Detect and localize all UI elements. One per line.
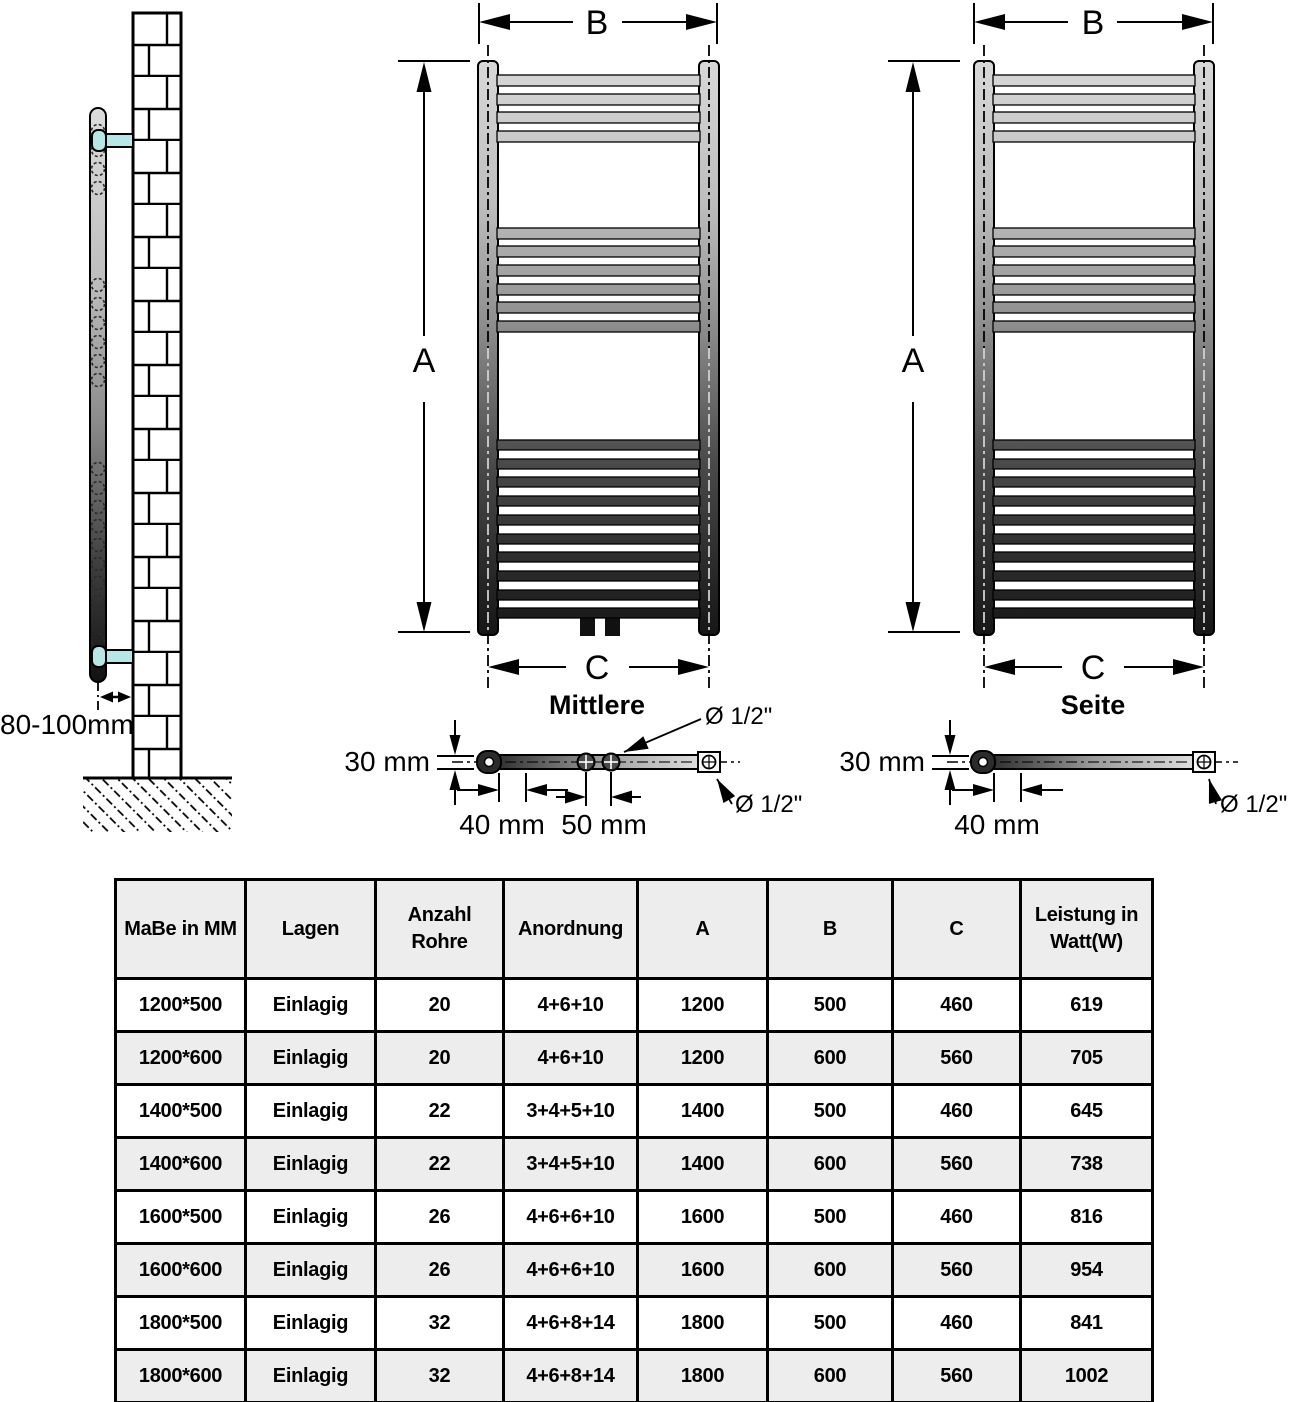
thread-leader-top [624, 719, 701, 752]
cell-mass: 1600*500 [116, 1191, 246, 1244]
cell-rohre: 32 [376, 1297, 504, 1350]
side-view-title: Seite [1060, 690, 1126, 720]
cell-b: 500 [768, 1297, 893, 1350]
cell-b: 600 [768, 1244, 893, 1297]
header-anzahl-rohre: Anzahl Rohre [376, 880, 504, 979]
ground-hatch [83, 778, 232, 832]
cell-anordnung: 4+6+8+14 [504, 1297, 638, 1350]
cell-anordnung: 4+6+6+10 [504, 1191, 638, 1244]
header-lagen: Lagen [246, 880, 376, 979]
cell-mass: 1200*500 [116, 979, 246, 1032]
offset-40-label-side: 40 mm [954, 809, 1040, 840]
dimension-40mm-side [952, 773, 1063, 802]
cell-b: 500 [768, 979, 893, 1032]
middle-connection-foot [605, 618, 620, 636]
wall-mount-diagram [0, 0, 260, 860]
table-row [116, 1138, 1153, 1191]
header-c: C [893, 880, 1021, 979]
cell-anordnung: 4+6+10 [504, 1032, 638, 1085]
cell-watt: 738 [1021, 1138, 1153, 1191]
radiator-side-profile [90, 108, 106, 682]
cell-a: 1200 [638, 1032, 768, 1085]
tube-group [993, 75, 1195, 618]
cell-b: 500 [768, 1191, 893, 1244]
header-anordnung: Anordnung [504, 880, 638, 979]
cell-rohre: 32 [376, 1350, 504, 1402]
cell-watt: 645 [1021, 1085, 1153, 1138]
table-header-row [116, 880, 1153, 979]
cell-rohre: 20 [376, 1032, 504, 1085]
bottom-view-middle [344, 703, 802, 840]
cell-mass: 1800*600 [116, 1350, 246, 1402]
header-leistung: Leistung in Watt(W) [1021, 880, 1153, 979]
upper-wall-bracket [92, 130, 133, 151]
tube-group [497, 75, 700, 618]
dim-b-label-side: B [1081, 4, 1105, 42]
dim-a-label-side: A [901, 342, 925, 380]
cell-watt: 816 [1021, 1191, 1153, 1244]
cell-b: 600 [768, 1032, 893, 1085]
cell-a: 1800 [638, 1297, 768, 1350]
header-mass: MaBe in MM [116, 880, 246, 979]
cell-c: 560 [893, 1350, 1021, 1402]
cell-lagen: Einlagig [246, 979, 376, 1032]
spacing-50-label: 50 mm [561, 809, 647, 840]
table-row [116, 1244, 1153, 1297]
lower-wall-bracket [92, 646, 133, 667]
right-fitting [698, 752, 720, 772]
table-row [116, 1085, 1153, 1138]
cell-watt: 1002 [1021, 1350, 1153, 1402]
offset-40-label-middle: 40 mm [459, 809, 545, 840]
cell-b: 500 [768, 1085, 893, 1138]
cell-watt: 705 [1021, 1032, 1153, 1085]
table-row [116, 1350, 1153, 1402]
header-b: B [768, 880, 893, 979]
middle-connection-foot [580, 618, 595, 636]
cell-b: 600 [768, 1350, 893, 1402]
cell-a: 1600 [638, 1191, 768, 1244]
cell-watt: 841 [1021, 1297, 1153, 1350]
cell-a: 1600 [638, 1244, 768, 1297]
thread-leader-bottom [717, 779, 732, 804]
cell-c: 460 [893, 1297, 1021, 1350]
middle-view-title: Mittlere [548, 690, 646, 720]
cell-anordnung: 4+6+10 [504, 979, 638, 1032]
cell-b: 600 [768, 1138, 893, 1191]
table-row [116, 979, 1153, 1032]
cell-anordnung: 4+6+6+10 [504, 1244, 638, 1297]
table-row [116, 1191, 1153, 1244]
dim-c-label-middle: C [584, 649, 610, 687]
radiator-side-connection-diagram [839, 0, 1291, 860]
tube-height-label-side: 30 mm [839, 746, 925, 777]
cell-mass: 1400*500 [116, 1085, 246, 1138]
cell-lagen: Einlagig [246, 1244, 376, 1297]
thread-leader-side [1209, 779, 1216, 804]
cell-watt: 954 [1021, 1244, 1153, 1297]
dim-a-label-middle: A [412, 342, 436, 380]
cell-rohre: 22 [376, 1138, 504, 1191]
thread-label-side: Ø 1/2" [1220, 791, 1288, 818]
right-fitting [1193, 752, 1215, 772]
cell-lagen: Einlagig [246, 1350, 376, 1402]
cell-rohre: 26 [376, 1244, 504, 1297]
cell-a: 1800 [638, 1350, 768, 1402]
cell-lagen: Einlagig [246, 1297, 376, 1350]
dim-b-label-middle: B [585, 4, 609, 42]
cell-watt: 619 [1021, 979, 1153, 1032]
cell-a: 1200 [638, 979, 768, 1032]
cell-c: 560 [893, 1138, 1021, 1191]
thread-label-bottom-middle: Ø 1/2" [735, 791, 803, 818]
wall-distance-label: 80-100mm [0, 709, 134, 740]
dim-c-label-side: C [1080, 649, 1106, 687]
cell-a: 1400 [638, 1085, 768, 1138]
brick-wall [133, 13, 181, 778]
cell-lagen: Einlagig [246, 1032, 376, 1085]
cell-rohre: 22 [376, 1085, 504, 1138]
wall-distance-dimension [0, 682, 134, 740]
table-row [116, 1032, 1153, 1085]
cell-mass: 1800*500 [116, 1297, 246, 1350]
cell-c: 460 [893, 1191, 1021, 1244]
cell-rohre: 20 [376, 979, 504, 1032]
dimension-40mm-middle [457, 773, 568, 802]
cell-mass: 1600*600 [116, 1244, 246, 1297]
cell-c: 460 [893, 1085, 1021, 1138]
radiator-front-middle [478, 45, 719, 688]
dimension-50mm-middle [556, 772, 641, 806]
cell-lagen: Einlagig [246, 1191, 376, 1244]
cell-rohre: 26 [376, 1191, 504, 1244]
cell-lagen: Einlagig [246, 1138, 376, 1191]
cell-c: 560 [893, 1244, 1021, 1297]
spec-table [114, 878, 1154, 1402]
cell-mass: 1400*600 [116, 1138, 246, 1191]
cell-a: 1400 [638, 1138, 768, 1191]
cell-anordnung: 3+4+5+10 [504, 1085, 638, 1138]
thread-label-top-middle: Ø 1/2" [705, 703, 773, 730]
cell-anordnung: 4+6+8+14 [504, 1350, 638, 1402]
cell-c: 460 [893, 979, 1021, 1032]
cell-lagen: Einlagig [246, 1085, 376, 1138]
radiator-middle-connection-diagram [344, 0, 810, 860]
cell-mass: 1200*600 [116, 1032, 246, 1085]
radiator-front-side [974, 45, 1214, 688]
table-row [116, 1297, 1153, 1350]
tube-height-label-middle: 30 mm [344, 746, 430, 777]
header-a: A [638, 880, 768, 979]
bottom-view-side [839, 720, 1287, 840]
cell-anordnung: 3+4+5+10 [504, 1138, 638, 1191]
cell-c: 560 [893, 1032, 1021, 1085]
